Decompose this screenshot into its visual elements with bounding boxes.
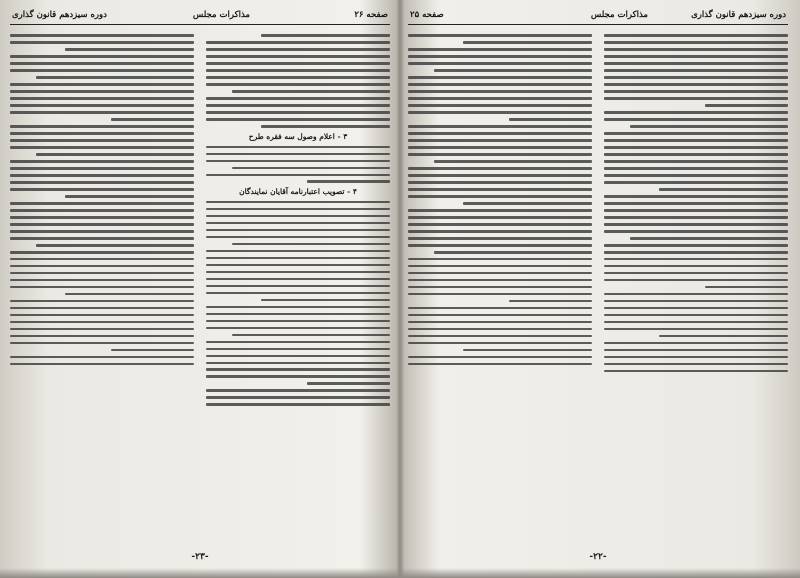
text-line bbox=[10, 111, 194, 114]
text-line bbox=[65, 293, 194, 296]
text-line bbox=[10, 97, 194, 100]
left-header-page-label: صفحه ۲۶ bbox=[354, 10, 388, 20]
text-line bbox=[408, 209, 592, 212]
text-line bbox=[463, 349, 592, 352]
text-line bbox=[408, 307, 592, 310]
text-line bbox=[604, 216, 788, 219]
text-line bbox=[408, 139, 592, 142]
text-line bbox=[604, 132, 788, 135]
text-line bbox=[206, 355, 390, 358]
left-page bbox=[10, 8, 390, 568]
left-page-column-right bbox=[206, 30, 390, 546]
text-line bbox=[408, 104, 592, 107]
text-line bbox=[206, 62, 390, 65]
text-line bbox=[408, 293, 592, 296]
text-line bbox=[604, 370, 788, 373]
text-line bbox=[604, 48, 788, 51]
left-page-number: -۲۳- bbox=[191, 552, 209, 562]
text-line bbox=[206, 257, 390, 260]
text-line bbox=[10, 188, 194, 191]
text-line bbox=[232, 167, 390, 170]
text-line bbox=[206, 264, 390, 267]
text-line bbox=[206, 222, 390, 225]
text-line bbox=[36, 153, 194, 156]
text-line bbox=[604, 41, 788, 44]
text-line bbox=[10, 209, 194, 212]
text-line bbox=[408, 230, 592, 233]
text-line bbox=[206, 229, 390, 232]
text-line bbox=[408, 153, 592, 156]
text-line bbox=[604, 181, 788, 184]
right-page-number: -۲۲- bbox=[589, 552, 607, 562]
text-line bbox=[604, 97, 788, 100]
text-line bbox=[604, 279, 788, 282]
text-line bbox=[408, 83, 592, 86]
text-line bbox=[206, 41, 390, 44]
text-line bbox=[10, 69, 194, 72]
section-heading: ۴ - تصویب اعتبارنامه آقایان نمایندگان bbox=[239, 187, 357, 197]
text-line bbox=[10, 160, 194, 163]
right-page-header bbox=[408, 8, 788, 25]
text-line bbox=[10, 55, 194, 58]
text-line bbox=[604, 265, 788, 268]
section-heading: ۳ - اعلام وصول سه فقره طرح bbox=[248, 132, 348, 142]
text-line bbox=[206, 313, 390, 316]
text-line bbox=[232, 243, 390, 246]
text-line bbox=[10, 167, 194, 170]
text-line bbox=[206, 118, 390, 121]
text-line bbox=[408, 342, 592, 345]
text-line bbox=[206, 250, 390, 253]
text-line bbox=[10, 356, 194, 359]
text-line bbox=[10, 321, 194, 324]
text-line bbox=[604, 34, 788, 37]
text-line bbox=[604, 111, 788, 114]
text-line bbox=[10, 251, 194, 254]
text-line bbox=[408, 363, 592, 366]
text-line bbox=[206, 215, 390, 218]
text-line bbox=[10, 146, 194, 149]
text-line bbox=[36, 76, 194, 79]
text-line bbox=[10, 342, 194, 345]
text-line bbox=[408, 146, 592, 149]
text-line bbox=[206, 375, 390, 378]
text-line bbox=[408, 48, 592, 51]
text-line bbox=[206, 97, 390, 100]
text-line bbox=[604, 153, 788, 156]
left-header-title: مذاکرات مجلس bbox=[192, 10, 250, 20]
text-line bbox=[206, 76, 390, 79]
text-line bbox=[408, 328, 592, 331]
text-line bbox=[206, 348, 390, 351]
text-line bbox=[630, 125, 788, 128]
text-line bbox=[604, 349, 788, 352]
text-line bbox=[206, 201, 390, 204]
text-line bbox=[10, 90, 194, 93]
text-line bbox=[36, 244, 194, 247]
text-line bbox=[463, 202, 592, 205]
text-line bbox=[509, 300, 592, 303]
text-line bbox=[10, 279, 194, 282]
text-line bbox=[10, 265, 194, 268]
text-line bbox=[705, 286, 788, 289]
text-line bbox=[206, 278, 390, 281]
text-line bbox=[206, 48, 390, 51]
text-line bbox=[206, 104, 390, 107]
text-line bbox=[408, 188, 592, 191]
text-line bbox=[604, 202, 788, 205]
text-line bbox=[604, 244, 788, 247]
text-line bbox=[206, 160, 390, 163]
right-header-session: دوره سیزدهم قانون گذاری bbox=[691, 10, 786, 20]
right-header-title: مذاکرات مجلس bbox=[590, 10, 648, 20]
text-line bbox=[408, 111, 592, 114]
scan-edge-shadow bbox=[0, 568, 800, 578]
left-page-header bbox=[10, 8, 390, 25]
text-line bbox=[10, 132, 194, 135]
text-line bbox=[604, 83, 788, 86]
text-line bbox=[408, 125, 592, 128]
text-line bbox=[111, 118, 194, 121]
text-line bbox=[408, 258, 592, 261]
text-line bbox=[434, 251, 592, 254]
text-line bbox=[659, 335, 788, 338]
text-line bbox=[10, 363, 194, 366]
right-page-column-left bbox=[408, 30, 592, 546]
text-line bbox=[10, 174, 194, 177]
text-line bbox=[408, 167, 592, 170]
text-line bbox=[604, 356, 788, 359]
text-line bbox=[206, 396, 390, 399]
text-line bbox=[10, 216, 194, 219]
text-line bbox=[206, 403, 390, 406]
text-line bbox=[604, 314, 788, 317]
right-page bbox=[408, 8, 788, 568]
text-line bbox=[408, 195, 592, 198]
text-line bbox=[206, 341, 390, 344]
text-line bbox=[10, 230, 194, 233]
text-line bbox=[408, 314, 592, 317]
text-line bbox=[408, 90, 592, 93]
text-line bbox=[206, 271, 390, 274]
left-page-column-left bbox=[10, 30, 194, 546]
text-line bbox=[206, 368, 390, 371]
text-line bbox=[604, 139, 788, 142]
text-line bbox=[206, 389, 390, 392]
text-line bbox=[408, 356, 592, 359]
text-line bbox=[206, 83, 390, 86]
text-line bbox=[206, 362, 390, 365]
text-line bbox=[261, 34, 390, 37]
text-line bbox=[604, 76, 788, 79]
text-line bbox=[10, 272, 194, 275]
right-header-page-label: صفحه ۲۵ bbox=[410, 10, 444, 20]
text-line bbox=[10, 258, 194, 261]
text-line bbox=[408, 335, 592, 338]
text-line bbox=[408, 174, 592, 177]
text-line bbox=[10, 314, 194, 317]
text-line bbox=[604, 293, 788, 296]
text-line bbox=[206, 285, 390, 288]
text-line bbox=[206, 174, 390, 177]
text-line bbox=[408, 321, 592, 324]
text-line bbox=[604, 209, 788, 212]
text-line bbox=[408, 237, 592, 240]
text-line bbox=[604, 174, 788, 177]
text-line bbox=[604, 230, 788, 233]
text-line bbox=[604, 321, 788, 324]
text-line bbox=[10, 62, 194, 65]
text-line bbox=[604, 328, 788, 331]
text-line bbox=[206, 55, 390, 58]
text-line bbox=[604, 160, 788, 163]
text-line bbox=[10, 83, 194, 86]
text-line bbox=[408, 76, 592, 79]
text-line bbox=[434, 160, 592, 163]
text-line bbox=[206, 69, 390, 72]
text-line bbox=[307, 382, 390, 385]
right-page-column-right bbox=[604, 30, 788, 546]
text-line bbox=[10, 125, 194, 128]
text-line bbox=[10, 202, 194, 205]
text-line bbox=[604, 195, 788, 198]
text-line bbox=[10, 223, 194, 226]
text-line bbox=[261, 299, 390, 302]
text-line bbox=[604, 272, 788, 275]
text-line bbox=[408, 34, 592, 37]
text-line bbox=[604, 55, 788, 58]
text-line bbox=[604, 300, 788, 303]
text-line bbox=[232, 90, 390, 93]
text-line bbox=[206, 111, 390, 114]
text-line bbox=[408, 279, 592, 282]
text-line bbox=[65, 195, 194, 198]
text-line bbox=[10, 328, 194, 331]
text-line bbox=[408, 97, 592, 100]
text-line bbox=[408, 265, 592, 268]
text-line bbox=[408, 132, 592, 135]
text-line bbox=[630, 237, 788, 240]
text-line bbox=[408, 244, 592, 247]
text-line bbox=[206, 327, 390, 330]
text-line bbox=[232, 334, 390, 337]
text-line bbox=[604, 90, 788, 93]
text-line bbox=[10, 300, 194, 303]
text-line bbox=[604, 363, 788, 366]
text-line bbox=[261, 125, 390, 128]
text-line bbox=[604, 62, 788, 65]
text-line bbox=[604, 146, 788, 149]
text-line bbox=[206, 306, 390, 309]
text-line bbox=[10, 104, 194, 107]
text-line bbox=[408, 272, 592, 275]
text-line bbox=[10, 335, 194, 338]
text-line bbox=[206, 208, 390, 211]
text-line bbox=[111, 349, 194, 352]
text-line bbox=[604, 251, 788, 254]
text-line bbox=[604, 223, 788, 226]
text-line bbox=[206, 292, 390, 295]
text-line bbox=[206, 153, 390, 156]
text-line bbox=[408, 223, 592, 226]
text-line bbox=[659, 188, 788, 191]
text-line bbox=[10, 307, 194, 310]
text-line bbox=[509, 118, 592, 121]
text-line bbox=[604, 258, 788, 261]
text-line bbox=[206, 320, 390, 323]
text-line bbox=[408, 181, 592, 184]
text-line bbox=[10, 237, 194, 240]
text-line bbox=[10, 34, 194, 37]
text-line bbox=[408, 55, 592, 58]
text-line bbox=[10, 181, 194, 184]
text-line bbox=[604, 118, 788, 121]
text-line bbox=[604, 307, 788, 310]
text-line bbox=[604, 69, 788, 72]
text-line bbox=[463, 41, 592, 44]
text-line bbox=[206, 146, 390, 149]
text-line bbox=[408, 62, 592, 65]
text-line bbox=[206, 236, 390, 239]
text-line bbox=[604, 342, 788, 345]
text-line bbox=[10, 41, 194, 44]
text-line bbox=[604, 167, 788, 170]
text-line bbox=[10, 139, 194, 142]
text-line bbox=[10, 286, 194, 289]
text-line bbox=[65, 48, 194, 51]
text-line bbox=[408, 216, 592, 219]
text-line bbox=[307, 180, 390, 183]
text-line bbox=[705, 104, 788, 107]
text-line bbox=[434, 69, 592, 72]
left-header-session: دوره سیزدهم قانون گذاری bbox=[12, 10, 107, 20]
text-line bbox=[408, 286, 592, 289]
